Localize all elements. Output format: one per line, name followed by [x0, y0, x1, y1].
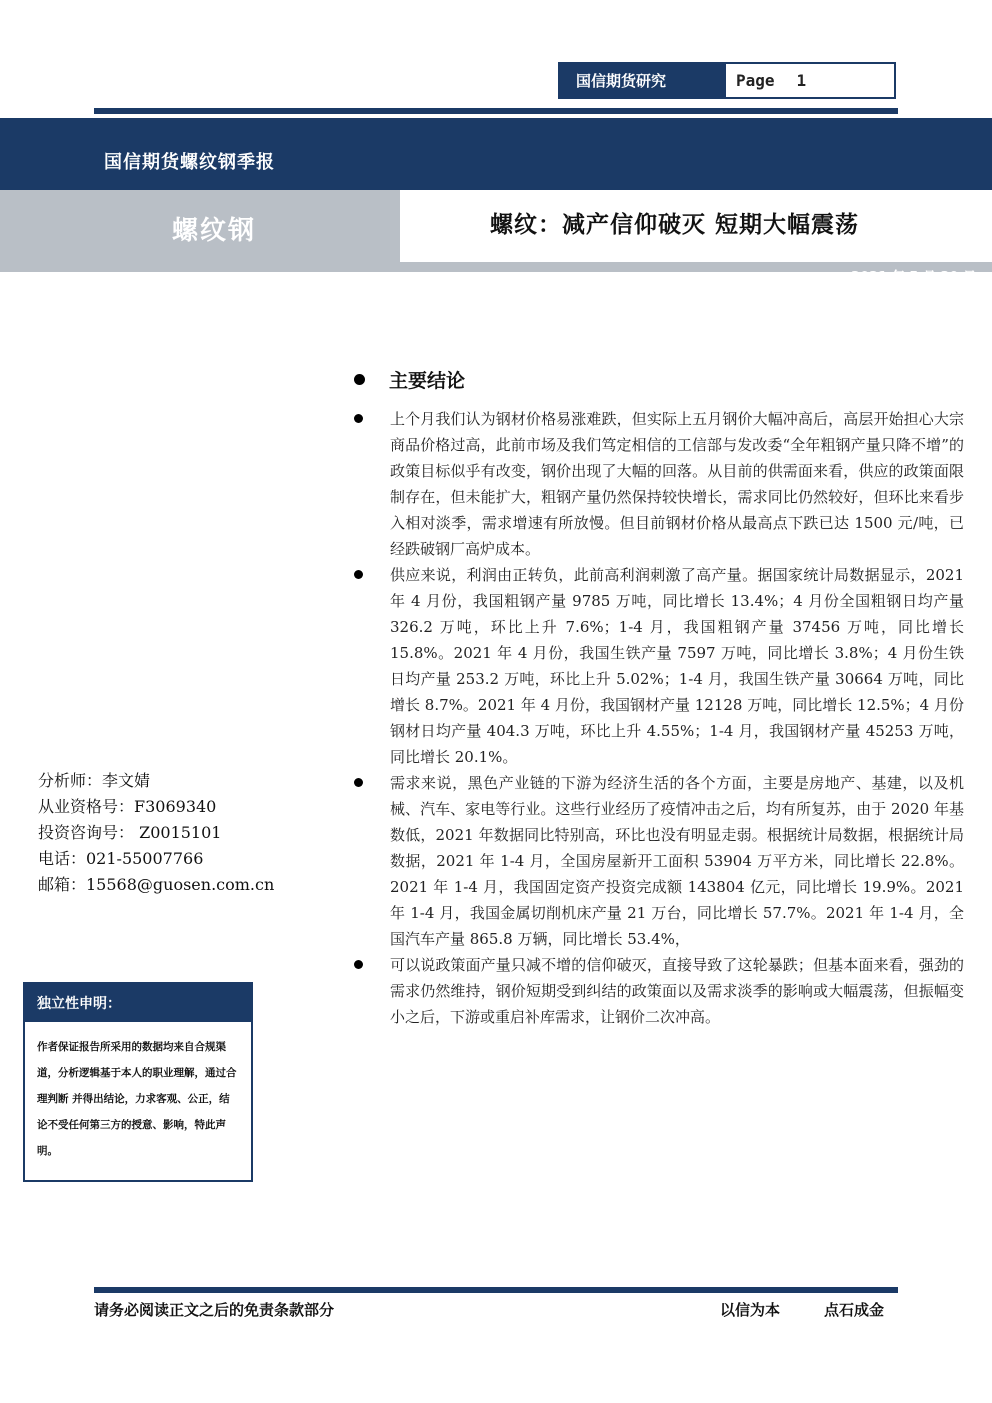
page-indicator: [726, 64, 894, 97]
footer-disclaimer: 请务必阅读正文之后的免责条款部分: [94, 1301, 335, 1319]
bullet-icon: [354, 414, 363, 423]
analyst-phone: 电话：021-55007766: [38, 849, 204, 868]
paragraph-text: 上个月我们认为钢材价格易涨难跌，但实际上五月钢价大幅冲高后，高层开始担心大宗商品价格过高，此前市场及我们笃定相信的工信部与发改委“全年粗钢产量只降不增”的政策目标似乎有改变，钢价出现了大幅的回落。从目前的供需面来看，供应的政策面限制存在，但未能扩大，粗钢产量仍然保持较快增长，需求同比仍然较好，但环比来看步入相对淡季，需求增速有所放慢。但目前钢材价格从最高点下跌已达 1500 元/吨，已经跌破钢厂高炉成本。: [390, 410, 964, 558]
bullet-icon: [354, 778, 363, 787]
report-name: 国信期货螺纹钢季报: [104, 152, 275, 173]
paragraph-text: 供应来说，利润由正转负，此前高利润刺激了高产量。据国家统计局数据显示，2021 年 4 月份，我国粗钢产量 9785 万吨，同比增长 13.4%；4 月份全国粗钢日均产量 326.2 万吨，环比上升 7.6%；1-4 月，我国粗钢产量 37456 万吨，同比增长 15.8%。2021 年 4 月份，我国生铁产量 7597 万吨，同比增长 3.8%；4 月份生铁日均产量 253.2 万吨，环比上升 5.02%；1-4 月，我国生铁产量 30664 万吨，同比增长 8.7%。2021 年 4 月份，我国钢材产量 12128 万吨，同比增长 12.5%；4 月份钢材日均产量 404.3 万吨，环比上升 4.55%；1-4 月，我国钢材产量 45253 万吨，同比增长 20.1%。: [390, 566, 964, 766]
declaration-body: 作者保证报告所采用的数据均来自合规渠道，分析逻辑基于本人的职业理解，通过合理判断 并得出结论，力求客观、公正，结论不受任何第三方的授意、影响，特此声明。: [37, 1041, 237, 1157]
bullet-icon: [354, 960, 363, 969]
section-title: [354, 366, 465, 393]
list-item: [354, 562, 964, 770]
analyst-qualification: 从业资格号：F3069340: [38, 797, 217, 816]
headline: 螺纹：减产信仰破灭 短期大幅震荡: [490, 211, 860, 238]
list-item: [354, 770, 964, 952]
product-name: 螺纹钢: [172, 216, 257, 246]
paragraph-text: 需求来说，黑色产业链的下游为经济生活的各个方面，主要是房地产、基建，以及机械、汽车、家电等行业。这些行业经历了疫情冲击之后，均有所复苏，由于 2020 年基数低，2021 年数据同比特别高，环比也没有明显走弱。根据统计局数据，根据统计局数据，2021 年 1-4 月，全国房屋新开工面积 53904 万平方米，同比增长 22.8%。2021 年 1-4 月，我国固定资产投资完成额 143804 亿元，同比增长 19.9%。2021 年 1-4 月，我国金属切削机床产量 21 万台，同比增长 57.7%。2021 年 1-4 月，全国汽车产量 865.8 万辆，同比增长 53.4%，: [390, 774, 964, 948]
list-item: [354, 406, 964, 562]
top-rule: [94, 108, 898, 114]
bottom-rule: [94, 1287, 898, 1293]
footer-motto-1: 以信为本: [720, 1301, 781, 1319]
analyst-email: 邮箱：15568@guosen.com.cn: [38, 875, 275, 894]
bullet-icon: [354, 570, 363, 579]
analyst-name: 分析师：李文婧: [38, 771, 151, 790]
analyst-info: [38, 768, 274, 898]
footer-motto-2: 点石成金: [824, 1301, 885, 1319]
list-item: [354, 952, 964, 1030]
page-label: Page: [736, 71, 775, 90]
conclusion-list: [354, 406, 964, 1030]
section-title-text: 主要结论: [389, 370, 466, 392]
declaration-title: 独立性申明：: [25, 984, 251, 1022]
page-number: 1: [796, 71, 807, 90]
declaration-box: [23, 982, 253, 1182]
analyst-consult-number: 投资咨询号： Z0015101: [38, 823, 222, 842]
header-tab: [558, 62, 896, 99]
paragraph-text: 可以说政策面产量只减不增的信仰破灭，直接导致了这轮暴跌；但基本面来看，强劲的需求仍然维持，钢价短期受到纠结的政策面以及需求淡季的影响或大幅震荡，但振幅变小之后，下游或重启补库需求，让钢价二次冲高。: [390, 956, 964, 1026]
bullet-icon: [354, 374, 365, 385]
report-date: 2021 年 5 月 30 日: [851, 270, 976, 285]
brand-label: 国信期货研究: [560, 64, 726, 97]
